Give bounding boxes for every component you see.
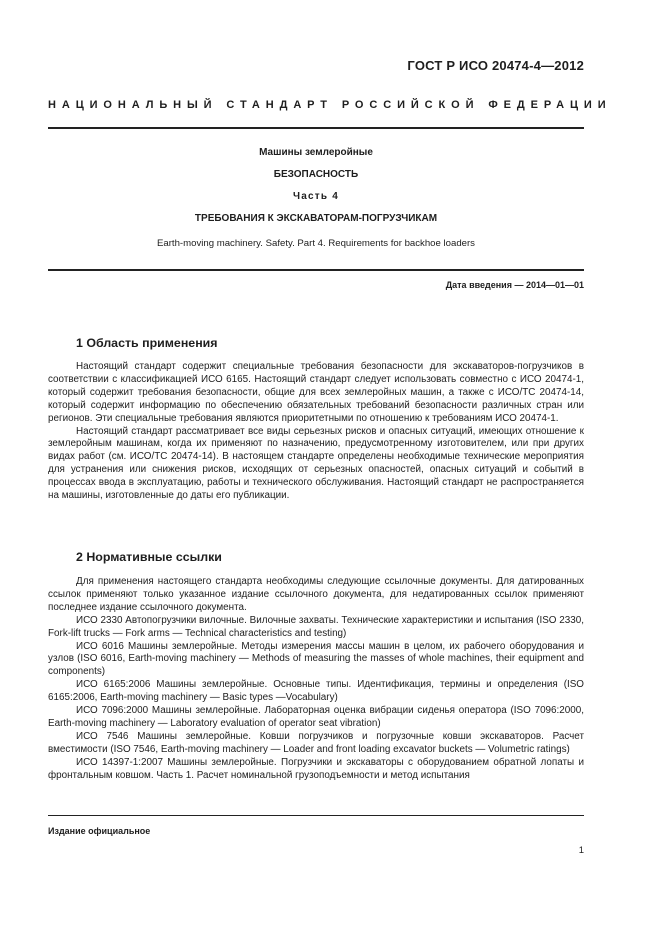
section-2-heading: 2 Нормативные ссылки	[76, 550, 222, 564]
footer-divider	[48, 815, 584, 816]
title-divider	[48, 269, 584, 271]
section-1-body	[48, 361, 584, 503]
paragraph: Настоящий стандарт рассматривает все виды серьезных рисков и опасных ситуаций, имеющих отношение к землеройным машинам, когда их применяют по назначению, предусмотренному изготовителем, или при других видах работ (см. ИСО/ТС 20474-14). В настоящем стандарте определены необходимые технические мероприятия для устранения или снижения рисков, исходящих от серьезных опасностей, опасных ситуаций и событий в процессах ввода в эксплуатацию, работы и технического обслуживания. Настоящий стандарт не распространяется на машины, изготовленные до даты его публикации.	[48, 425, 584, 502]
introduction-date: Дата введения — 2014—01—01	[445, 280, 584, 290]
title-part: Часть 4	[293, 191, 339, 202]
paragraph: Для применения настоящего стандарта необходимы следующие ссылочные документы. Для датированных ссылок применяют только указанное издание ссылочного документа, для недатированных ссылок применяют последнее издание ссылочного документа.	[48, 576, 584, 613]
top-divider	[48, 127, 584, 129]
reference-item: ИСО 14397-1:2007 Машины землеройные. Погрузчики и экскаваторы с оборудованием обратной лопаты и фронтальным ковшом. Часть 1. Расчет номинальной грузоподъемности и метод испытания	[48, 756, 584, 781]
title-machines: Машины землеройные	[259, 147, 373, 158]
reference-item: ИСО 7546 Машины землеройные. Ковши погрузчиков и погрузочные ковши экскаваторов. Расчет вместимости (ISO 7546, Earth-moving machinery — Loader and front loading excavator buckets — Volumetric ratings)	[48, 730, 584, 755]
reference-item: ИСО 2330 Автопогрузчики вилочные. Вилочные захваты. Технические характеристики и испытания (ISO 2330, Fork-lift trucks — Fork arms — Technical characteristics and testing)	[48, 614, 584, 639]
document-code: ГОСТ Р ИСО 20474-4—2012	[407, 58, 584, 73]
paragraph: Настоящий стандарт содержит специальные требования безопасности для экскаваторов-погрузчиков в соответствии с классификацией ИСО 6165. Настоящий стандарт следует использовать совместно с ИСО 20474-1, который содержит требования безопасности, общие для всех землеройных машин, а также с ИСО/ТС 20474-14, который содержит информацию по обеспечению обязательных требований безопасности различных стран или регионов. Эти специальные требования являются приоритетными по отношению к требованиям ИСО 20474-1.	[48, 361, 584, 424]
section-1-heading: 1 Область применения	[76, 336, 218, 350]
section-2-body	[48, 576, 584, 783]
reference-item: ИСО 6016 Машины землеройные. Методы измерения массы машин в целом, их рабочего оборудования и узлов (ISO 6016, Earth-moving machinery — Methods of measuring the masses of whole machines, their equipment and components)	[48, 640, 584, 678]
national-standard-title: НАЦИОНАЛЬНЫЙ СТАНДАРТ РОССИЙСКОЙ ФЕДЕРАЦИИ	[48, 99, 612, 111]
reference-item: ИСО 7096:2000 Машины землеройные. Лабораторная оценка вибрации сиденья оператора (ISO 7096:2000, Earth-moving machinery — Laboratory evaluation of operator seat vibration)	[48, 705, 584, 729]
document-page	[48, 0, 612, 935]
title-safety: БЕЗОПАСНОСТЬ	[273, 169, 359, 180]
official-edition-label: Издание официальное	[48, 826, 151, 836]
reference-item: ИСО 6165:2006 Машины землеройные. Основные типы. Идентификация, термины и определения (ISO 6165:2006, Earth-moving machinery — Basic types —Vocabulary)	[48, 679, 584, 704]
page-number: 1	[578, 845, 584, 856]
title-requirements: ТРЕБОВАНИЯ К ЭКСКАВАТОРАМ-ПОГРУЗЧИКАМ	[194, 213, 438, 224]
title-english: Earth-moving machinery. Safety. Part 4. Requirements for backhoe loaders	[157, 238, 475, 249]
